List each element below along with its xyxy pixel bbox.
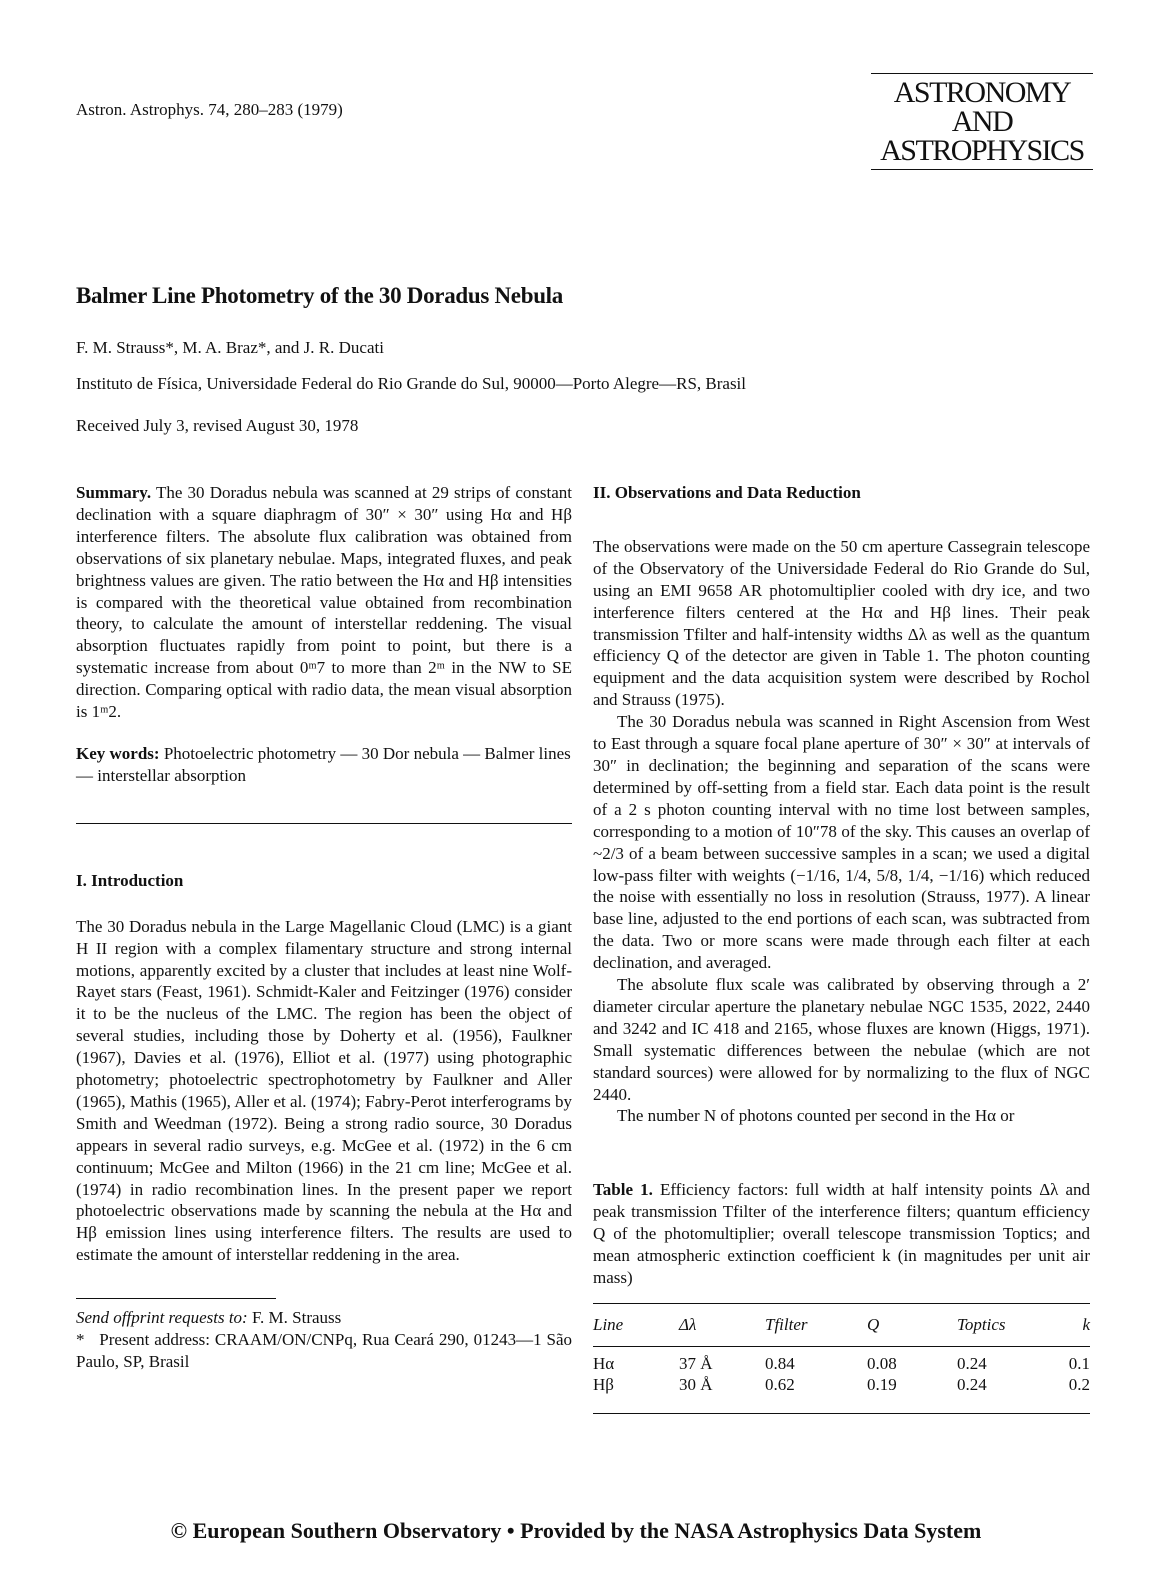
summary [76,482,572,723]
offprint-label: Send offprint requests to: [76,1308,248,1328]
footnote-star: * [76,1330,85,1350]
offprint-name: F. M. Strauss [251,1308,342,1328]
footnote-divider [76,1298,276,1299]
received-date: Received July 3, revised August 30, 1978 [76,416,359,435]
table-cell: 30 Å [679,1374,713,1394]
table-cell: 0.24 [957,1374,987,1394]
intro-heading: I. Introduction [76,870,184,890]
authors: F. M. Strauss*, M. A. Braz*, and J. R. Ducati [76,338,384,357]
obs-paragraph: The 30 Doradus nebula was scanned in Right Ascension from West to East through a square focal plane aperture of 30″ × 30″ at intervals of 30″ in declination; the beginning and separation of the scans were determined by off-setting from a field star. Each data point is the result of a 2 s photon counting interval with no time lost between samples, corresponding to a motion of 10″78 of the sky. This causes an overlap of ~2/3 of a beam between successive samples in a scan; we used a digital low-pass filter with weights (−1/16, 1/4, 5/8, 1/4, −1/16) which reduced the noise with essentially no loss in resolution (Strauss, 1977). A linear base line, adjusted to the end portions of each scan, was subtracted from the data. Two or more scans were made through each filter at each declination, and averaged. [593,712,1090,973]
table-cell: 0.19 [867,1374,897,1394]
affiliation: Instituto de Física, Universidade Federal do Rio Grande do Sul, 90000—Porto Alegre—RS, Brasil [76,374,747,393]
keywords [76,743,572,787]
table-cell: 0.2 [1068,1374,1090,1394]
table-caption-text: Efficiency factors: full width at half intensity points Δλ and peak transmission Tfilter of the interference filters; quantum efficiency Q of the photomultiplier; overall telescope transmission Toptics; and mean atmospheric extinction coefficient k (in magnitudes per unit air mass) [593,1180,1091,1287]
col-header: k [1082,1314,1090,1334]
obs-paragraph: The absolute flux scale was calibrated by observing through a 2′ diameter circular aperture the planetary nebulae NGC 1535, 2022, 2440 and 3242 and IC 418 and 2165, whose fluxes are known (Higgs, 1971). Small systematic differences between the nebulae (which are not standard sources) were allowed for by normalizing to the flux of NGC 2440. [593,975,1090,1104]
efficiency-table [593,1304,1090,1395]
present-address-note [76,1329,572,1373]
col-header: Q [867,1314,880,1334]
table-cell: 0.08 [867,1353,897,1373]
journal-logo [871,73,1093,170]
present-address: Present address: CRAAM/ON/CNPq, Rua Ceará 290, 01243—1 São Paulo, SP, Brasil [76,1330,572,1371]
journal-line: ASTRONOMY [893,76,1071,109]
table-cell: Hα [593,1353,615,1373]
summary-label: Summary. [76,483,152,502]
table-bottom-rule [593,1413,1090,1414]
paper-title: Balmer Line Photometry of the 30 Doradus Nebula [76,283,563,308]
intro-text: The 30 Doradus nebula in the Large Magellanic Cloud (LMC) is a giant H II region with a complex filamentary structure and strong internal motions, apparently excited by a cluster that includes at least nine Wolf-Rayet stars (Feast, 1961). Schmidt-Kaler and Feitzinger (1976) consider it to be the nucleus of the LMC. The region has been the object of several studies, including those by Doherty et al. (1956), Faulkner (1967), Davies et al. (1976), Elliot et al. (1977) using photographic photometry; photoelectric spectrophotometry by Faulkner and Aller (1965), Mathis (1965), Aller et al. (1974); Fabry-Perot interferograms by Smith and Weedman (1972). Being a strong radio source, 30 Doradus appears in several radio surveys, e.g. McGee et al. (1972) in the 6 cm continuum; McGee and Milton (1966) in the 21 cm line; McGee et al. (1974) in radio recombination lines. In the present paper we report photoelectric observations made by scanning the nebula at the Hα and Hβ emission lines using interference filters. The results are used to estimate the amount of interstellar reddening in the area. [76,916,572,1265]
table-header-rule [593,1346,1090,1347]
table-label: Table 1. [593,1180,653,1200]
journal-line: ASTROPHYSICS [880,134,1084,167]
offprint-note [76,1307,572,1329]
observations-heading: II. Observations and Data Reduction [593,483,861,502]
obs-paragraph: The observations were made on the 50 cm aperture Cassegrain telescope of the Observatory of the Universidade Federal do Rio Grande do Sul, using an EMI 9658 AR photomultiplier cooled with dry ice, and two interference filters centered at the Hα and Hβ lines. Their peak transmission Tfilter and half-intensity widths Δλ as well as the quantum efficiency Q of the detector are given in Table 1. The photon counting equipment and the data acquisition system were described by Rochol and Strauss (1975). [593,536,1090,710]
citation: Astron. Astrophys. 74, 280–283 (1979) [76,100,343,119]
table-cell: 0.24 [957,1353,987,1373]
table-caption [593,1179,1090,1289]
footer-credit: © European Southern Observatory • Provided by the NASA Astrophysics Data System [170,1518,982,1543]
obs-paragraph: The number N of photons counted per second in the Hα or [617,1106,1015,1126]
left-column [76,482,572,1373]
table-cell: 0.84 [765,1353,795,1373]
table-header-row [593,1304,1090,1346]
keywords-text: Photoelectric photometry — 30 Dor nebula — Balmer lines — interstellar absorption [76,743,571,785]
col-header: Tfilter [765,1314,808,1334]
divider [76,823,572,824]
table-cell: 37 Å [679,1353,713,1373]
col-header: Δλ [679,1314,697,1334]
keywords-label: Key words: [76,743,160,763]
table-row [593,1353,1090,1374]
table-row [593,1374,1090,1395]
summary-text: The 30 Doradus nebula was scanned at 29 strips of constant declination with a square diaphragm of 30″ × 30″ using Hα and Hβ interference filters. The absolute flux calibration was obtained from observations of six planetary nebulae. Maps, integrated fluxes, and peak brightness values are given. The ratio between the Hα and Hβ intensities is compared with the theoretical value obtained from recombination theory, to calculate the amount of interstellar reddening. The visual absorption fluctuates rapidly from point to point, but there is a systematic increase from about 0ᵐ7 to more than 2ᵐ in the NW to SE direction. Comparing optical with radio data, the mean visual absorption is 1ᵐ2. [76,483,572,722]
table-cell: 0.62 [765,1374,795,1394]
right-column [593,482,1090,1414]
table-cell: 0.1 [1068,1353,1090,1373]
col-header: Toptics [957,1314,1006,1334]
table-cell: Hβ [593,1374,614,1394]
col-header: Line [593,1314,624,1334]
journal-line: AND [951,105,1013,138]
